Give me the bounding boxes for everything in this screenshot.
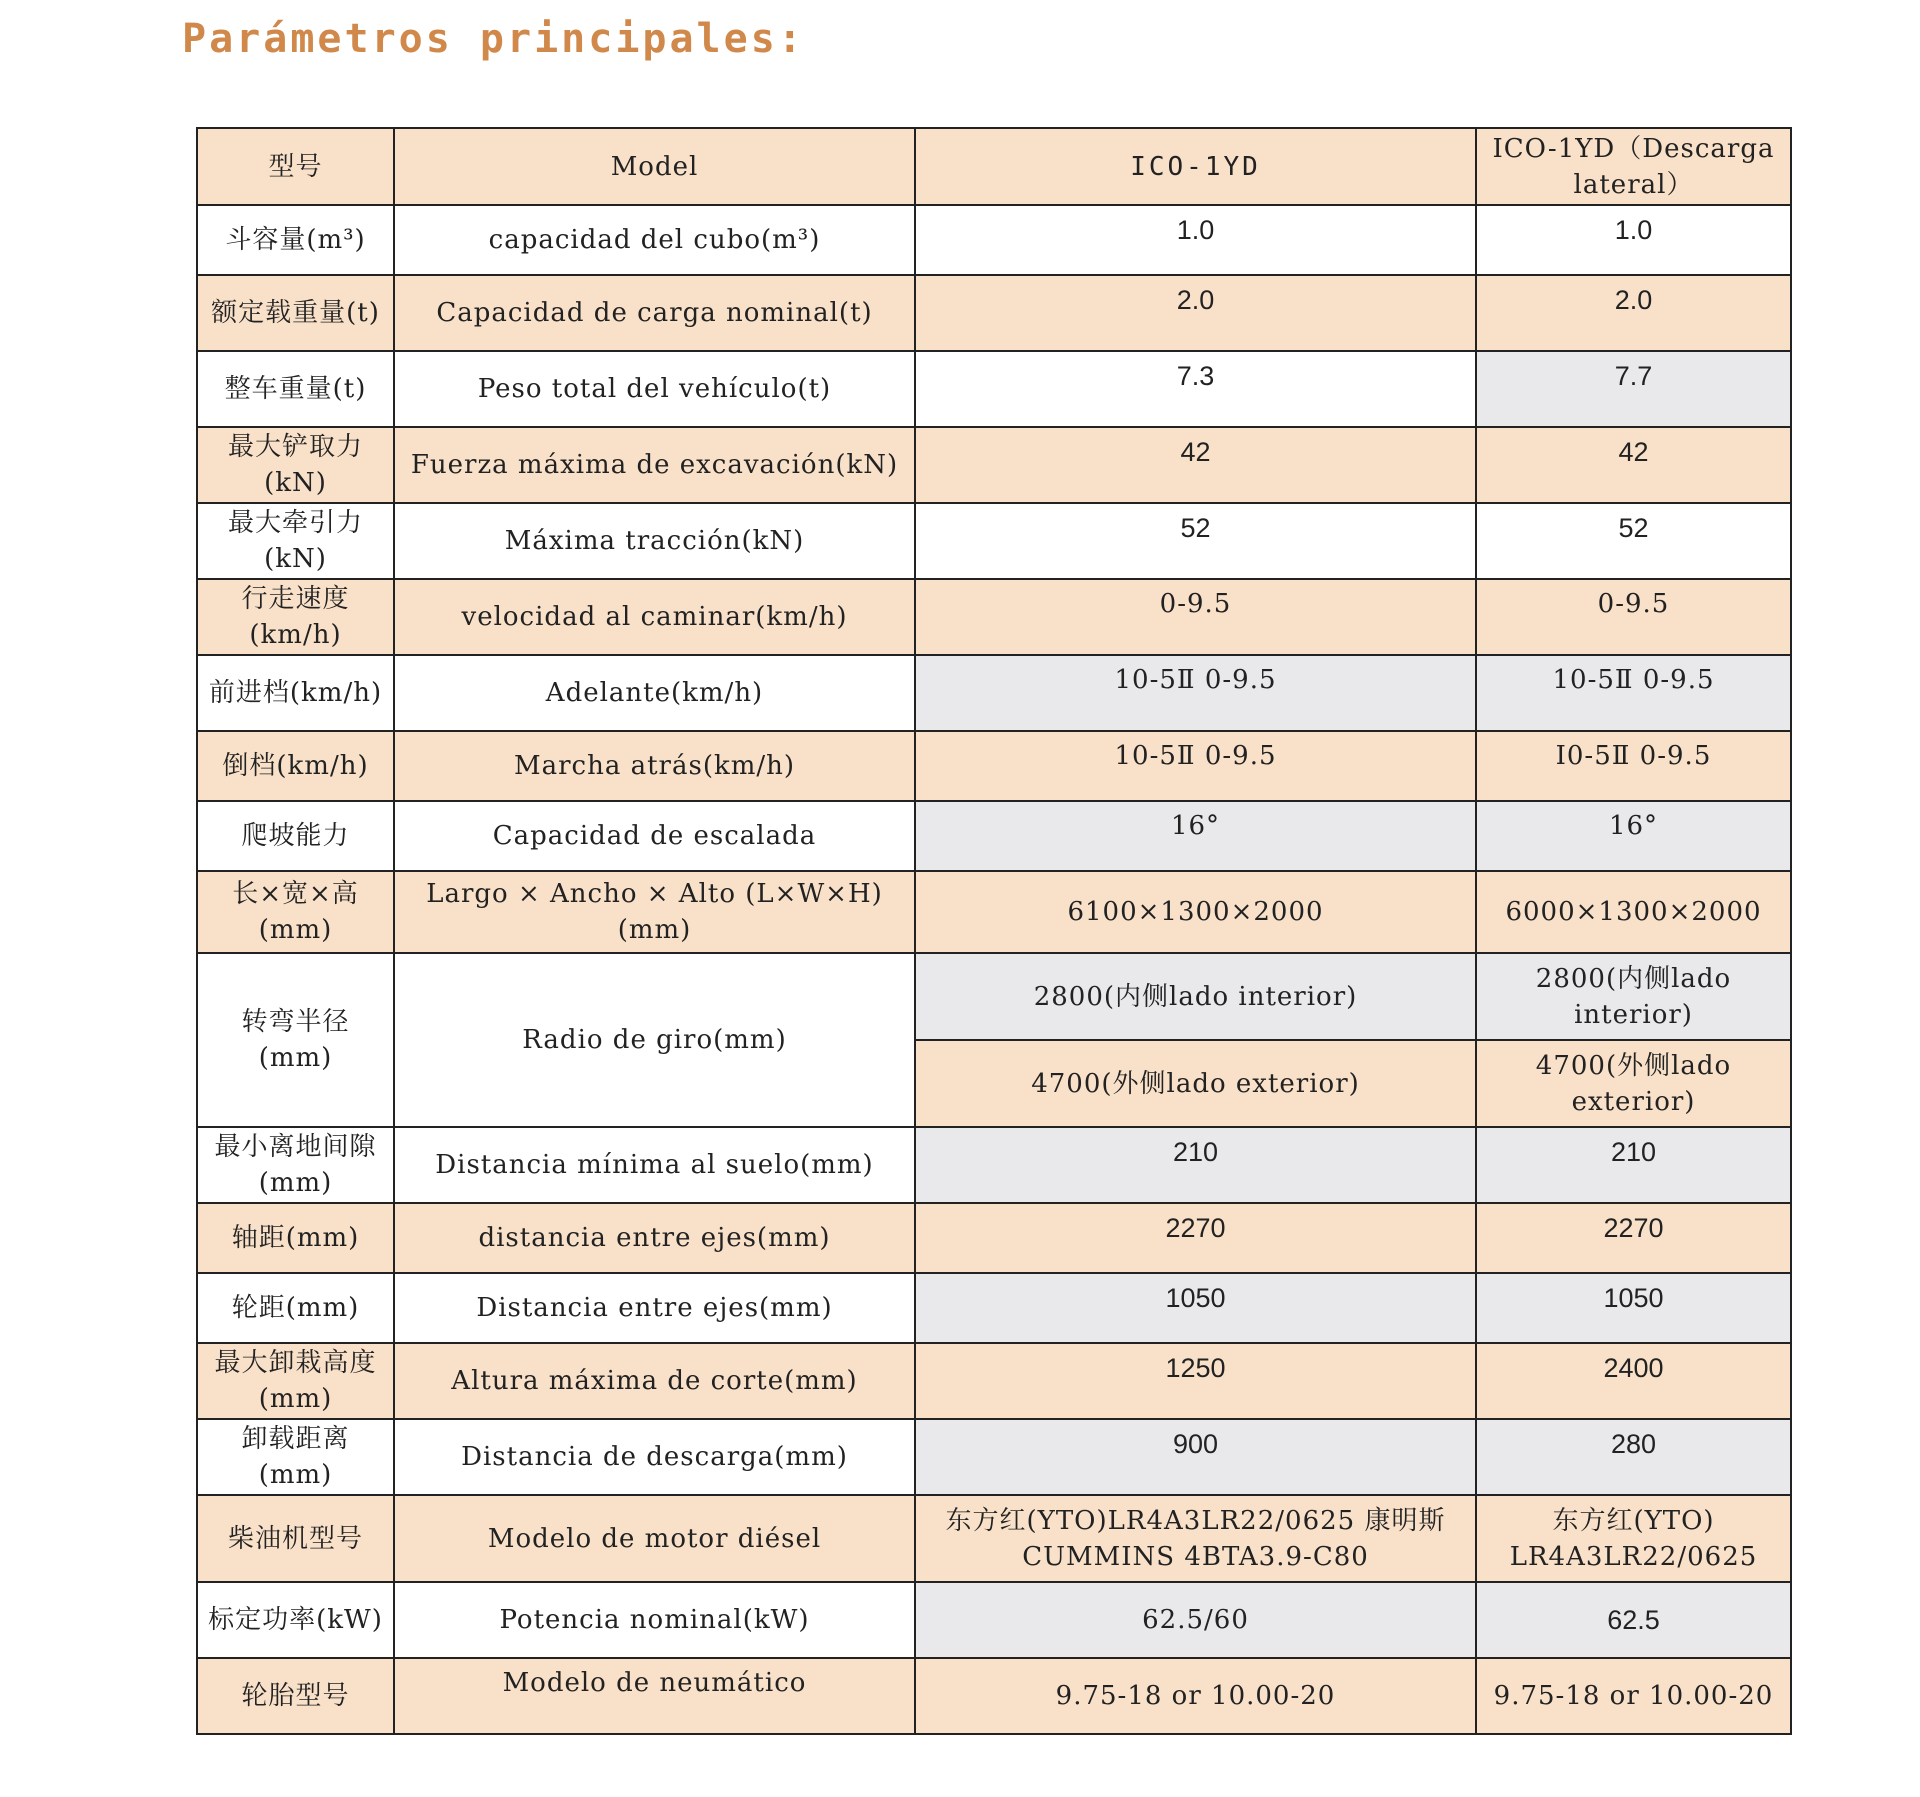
param-es: Distancia entre ejes(mm) <box>394 1273 915 1343</box>
value-model-2: 10-5Ⅱ 0-9.5 <box>1476 655 1791 731</box>
param-zh: 行走速度(km/h) <box>197 579 394 655</box>
param-es: Modelo de neumático <box>394 1658 915 1734</box>
param-zh: 额定载重量(t) <box>197 275 394 351</box>
param-zh: 柴油机型号 <box>197 1495 394 1582</box>
header-model-2: ICO-1YD（Descarga lateral） <box>1476 128 1791 205</box>
value-model-2: 9.75-18 or 10.00-20 <box>1476 1658 1791 1734</box>
param-zh: 轮距(mm) <box>197 1273 394 1343</box>
value-model-1: 7.3 <box>915 351 1476 427</box>
header-row <box>197 128 1791 205</box>
value-model-2: I0-5Ⅱ 0-9.5 <box>1476 731 1791 801</box>
param-es: Largo × Ancho × Alto (L×W×H)(mm) <box>394 871 915 953</box>
value-model-2: 7.7 <box>1476 351 1791 427</box>
param-es: Máxima tracción(kN) <box>394 503 915 579</box>
param-zh: 倒档(km/h) <box>197 731 394 801</box>
value-model-2: 2.0 <box>1476 275 1791 351</box>
value-model-2: 0-9.5 <box>1476 579 1791 655</box>
param-zh: 卸载距离(mm) <box>197 1419 394 1495</box>
value-model-1: 2.0 <box>915 275 1476 351</box>
parameters-table <box>196 127 1792 1735</box>
value-model-2: 1050 <box>1476 1273 1791 1343</box>
value-model-1-outer: 4700(外侧lado exterior) <box>915 1040 1476 1127</box>
value-model-2: 280 <box>1476 1419 1791 1495</box>
param-zh: 最大卸栽高度(mm) <box>197 1343 394 1419</box>
value-model-1: 9.75-18 or 10.00-20 <box>915 1658 1476 1734</box>
page-title: Parámetros principales: <box>182 16 805 62</box>
param-es: distancia entre ejes(mm) <box>394 1203 915 1273</box>
header-model-1: ICO-1YD <box>915 128 1476 205</box>
param-es: Marcha atrás(km/h) <box>394 731 915 801</box>
table-row <box>197 731 1791 801</box>
value-model-2: 2270 <box>1476 1203 1791 1273</box>
value-model-1: 210 <box>915 1127 1476 1203</box>
value-model-2-outer: 4700(外侧lado exterior) <box>1476 1040 1791 1127</box>
param-es: Radio de giro(mm) <box>394 953 915 1127</box>
value-model-1: 6100×1300×2000 <box>915 871 1476 953</box>
param-es: Capacidad de escalada <box>394 801 915 871</box>
header-zh: 型号 <box>197 128 394 205</box>
value-model-2: 16° <box>1476 801 1791 871</box>
table-row <box>197 1582 1791 1658</box>
value-model-2: 42 <box>1476 427 1791 503</box>
value-model-1-inner: 2800(内侧lado interior) <box>915 953 1476 1040</box>
table-row <box>197 1495 1791 1582</box>
param-es: velocidad al caminar(km/h) <box>394 579 915 655</box>
value-model-2: 2400 <box>1476 1343 1791 1419</box>
table-row <box>197 1203 1791 1273</box>
param-zh: 长×宽×高(mm) <box>197 871 394 953</box>
param-es: Capacidad de carga nominal(t) <box>394 275 915 351</box>
param-es: Adelante(km/h) <box>394 655 915 731</box>
param-zh: 爬坡能力 <box>197 801 394 871</box>
value-model-2-inner: 2800(内侧lado interior) <box>1476 953 1791 1040</box>
param-es: Modelo de motor diésel <box>394 1495 915 1582</box>
param-es: Distancia mínima al suelo(mm) <box>394 1127 915 1203</box>
param-zh: 斗容量(m³) <box>197 205 394 275</box>
table-row <box>197 655 1791 731</box>
table-row <box>197 1658 1791 1734</box>
value-model-2: 6000×1300×2000 <box>1476 871 1791 953</box>
param-zh: 转弯半径(mm) <box>197 953 394 1127</box>
table-row <box>197 801 1791 871</box>
table-row <box>197 427 1791 503</box>
value-model-2: 52 <box>1476 503 1791 579</box>
param-zh: 轮胎型号 <box>197 1658 394 1734</box>
table-row <box>197 1343 1791 1419</box>
value-model-1: 62.5/60 <box>915 1582 1476 1658</box>
table-row <box>197 579 1791 655</box>
param-zh: 最小离地间隙(mm) <box>197 1127 394 1203</box>
value-model-1: 1.0 <box>915 205 1476 275</box>
value-model-1: 16° <box>915 801 1476 871</box>
value-model-1: 0-9.5 <box>915 579 1476 655</box>
param-es: Potencia nominal(kW) <box>394 1582 915 1658</box>
table-row <box>197 1127 1791 1203</box>
header-es: Model <box>394 128 915 205</box>
param-zh: 最大铲取力(kN) <box>197 427 394 503</box>
table-row <box>197 205 1791 275</box>
value-model-2: 东方红(YTO) LR4A3LR22/0625 <box>1476 1495 1791 1582</box>
table-row <box>197 871 1791 953</box>
value-model-1: 10-5Ⅱ 0-9.5 <box>915 655 1476 731</box>
value-model-1: 900 <box>915 1419 1476 1495</box>
param-zh: 最大牵引力(kN) <box>197 503 394 579</box>
param-es: Fuerza máxima de excavación(kN) <box>394 427 915 503</box>
param-zh: 轴距(mm) <box>197 1203 394 1273</box>
value-model-2: 1.0 <box>1476 205 1791 275</box>
param-es: Distancia de descarga(mm) <box>394 1419 915 1495</box>
value-model-1: 1250 <box>915 1343 1476 1419</box>
table-row <box>197 953 1791 1040</box>
table-row <box>197 1419 1791 1495</box>
param-es: capacidad del cubo(m³) <box>394 205 915 275</box>
table-row <box>197 351 1791 427</box>
table-row <box>197 1273 1791 1343</box>
param-es: Altura máxima de corte(mm) <box>394 1343 915 1419</box>
value-model-1: 东方红(YTO)LR4A3LR22/0625 康明斯CUMMINS 4BTA3.9-C80 <box>915 1495 1476 1582</box>
value-model-1: 2270 <box>915 1203 1476 1273</box>
table-row <box>197 503 1791 579</box>
param-zh: 前进档(km/h) <box>197 655 394 731</box>
value-model-2: 62.5 <box>1476 1582 1791 1658</box>
value-model-1: 10-5Ⅱ 0-9.5 <box>915 731 1476 801</box>
value-model-2: 210 <box>1476 1127 1791 1203</box>
value-model-1: 1050 <box>915 1273 1476 1343</box>
value-model-1: 52 <box>915 503 1476 579</box>
value-model-1: 42 <box>915 427 1476 503</box>
param-es: Peso total del vehículo(t) <box>394 351 915 427</box>
table-row <box>197 275 1791 351</box>
param-zh: 标定功率(kW) <box>197 1582 394 1658</box>
param-zh: 整车重量(t) <box>197 351 394 427</box>
